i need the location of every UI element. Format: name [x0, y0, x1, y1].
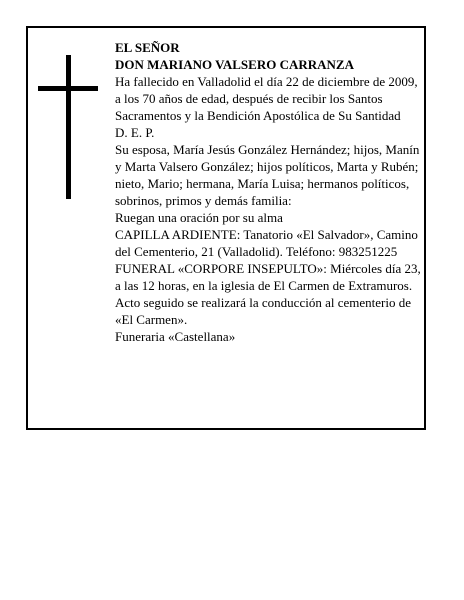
- prayer-request: Ruegan una oración por su alma: [115, 210, 283, 225]
- funeral-info: FUNERAL «CORPORE INSEPULTO»: Miércoles día 23, a las 12 horas, en la iglesia de El Carmen de Extramuros. Acto seguido se realizará la conducción al cementerio de «El Carmen».: [115, 261, 421, 327]
- obituary-notice: [26, 26, 426, 430]
- latin-cross-icon: [38, 55, 98, 199]
- death-announcement: Ha fallecido en Valladolid el día 22 de diciembre de 2009, a los 70 años de edad, después de recibir los Santos Sacramentos y la Bendición Apostólica de Su Santidad: [115, 74, 418, 123]
- chapel-info: CAPILLA ARDIENTE: Tanatorio «El Salvador», Camino del Cementerio, 21 (Valladolid). Teléfono: 983251225: [115, 227, 418, 259]
- family-list: Su esposa, María Jesús González Hernández; hijos, Manín y Marta Valsero González; hijos políticos, Marta y Rubén; nieto, Mario; hermana, María Luisa; hermanos políticos, sobrinos, primos y demás familia:: [115, 142, 420, 208]
- dep-text: D. E. P.: [115, 125, 155, 140]
- notice-title: EL SEÑOR: [115, 40, 180, 55]
- cross-horizontal-bar: [38, 86, 98, 91]
- deceased-name: DON MARIANO VALSERO CARRANZA: [115, 57, 354, 72]
- funeral-home: Funeraria «Castellana»: [115, 329, 236, 344]
- notice-content: [115, 39, 421, 345]
- cross-vertical-bar: [66, 55, 71, 199]
